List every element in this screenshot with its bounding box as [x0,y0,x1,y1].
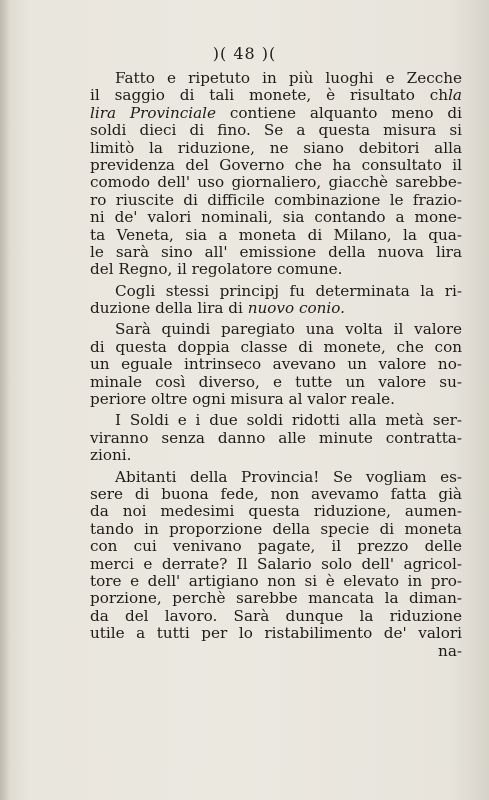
text-line [90,521,462,538]
text-line [90,70,462,87]
text-line [90,469,462,486]
italic-text: lira Provinciale [90,103,216,122]
line-text: I Soldi e i due soldi ridotti alla metà ser- [115,411,462,430]
line-text: di questa doppia classe di monete, che con [90,337,462,356]
line-text: Cogli stessi principj fu determinata la ri- [115,281,462,300]
line-text: merci e derrate? Il Salario solo dell' agricol- [90,554,462,573]
text-line [90,625,462,642]
line-text: le sarà sino all' emissione della nuova lira [90,242,462,261]
line-text: porzione, perchè sarebbe mancata la diman- [90,589,462,608]
text-line [90,503,462,520]
text-line [90,430,462,447]
text-line [90,447,462,464]
text-line [90,209,462,226]
text-line [90,157,462,174]
line-text: viranno senza danno alle minute contratta- [90,428,462,447]
text-line [90,283,462,300]
line-text: tore e dell' artigiano non si è elevato in pro- [90,571,462,590]
line-text: con cui venivano pagate, il prezzo delle [90,537,462,556]
line-text: da noi medesimi questa riduzione, aumen- [90,502,462,521]
text-line [90,87,462,104]
line-text: soldi dieci di fino. Se a questa misura si [90,121,462,140]
text-line [90,261,462,278]
text-line [90,192,462,209]
line-text: periore oltre ogni misura al valor reale. [90,390,395,409]
line-text: sere di buona fede, non avevamo fatta già [90,484,462,503]
line-text: tando in proporzione della specie di moneta [90,519,462,538]
line-text: il saggio di tali monete, è risultato chla [90,86,462,105]
line-text: Fatto e ripetuto in più luoghi e Zecche [115,69,462,87]
line-text: un eguale intrinseco avevano un valore no- [90,355,462,374]
text-line [90,105,462,122]
text-line [90,356,462,373]
line-text: zioni. [90,446,132,465]
line-text: duzione della lira di [90,299,243,318]
text-line [90,608,462,625]
line-text: lira Provinciale contiene alquanto meno di [90,103,462,122]
binding-shadow [0,0,10,800]
italic-text: la [448,86,462,105]
line-text: minale così diverso, e tutte un valore su- [90,372,462,391]
body-text [90,70,462,660]
line-text: ro riuscite di difficile combinazione le frazio- [90,190,462,209]
text-line [90,486,462,503]
text-line [90,122,462,139]
text-line [90,391,462,408]
text-line [90,300,462,317]
text-line [90,374,462,391]
line-text: comodo dell' uso giornaliero, giacchè sarebbe- [90,173,462,192]
line-text: Sarà quindi paregiato una volta il valore [115,320,462,339]
line-text: Abitanti della Provincia! Se vogliam es- [115,467,462,486]
italic-text: nuovo conio. [247,299,345,318]
page-number: )( 48 )( [212,44,277,63]
text-line [90,227,462,244]
line-text: ta Veneta, sia a moneta di Milano, la qua- [90,225,462,244]
text-line [90,556,462,573]
text-line [90,339,462,356]
catchword: na- [438,641,462,660]
text-line [90,573,462,590]
text-line [90,140,462,157]
text-line [90,538,462,555]
line-text: da del lavoro. Sarà dunque la riduzione [90,606,462,625]
text-line [90,174,462,191]
line-text: limitò la riduzione, ne siano debitori alla [90,138,462,157]
text-line [90,244,462,261]
line-text: ni de' valori nominali, sia contando a mone- [90,208,462,227]
text-line [90,412,462,429]
line-text: utile a tutti per lo ristabilimento de' valori [90,624,462,643]
text-line [90,321,462,338]
line-text: previdenza del Governo che ha consultato il [90,155,462,174]
text-line [90,590,462,607]
line-text: del Regno, il regolatore comune. [90,260,343,279]
